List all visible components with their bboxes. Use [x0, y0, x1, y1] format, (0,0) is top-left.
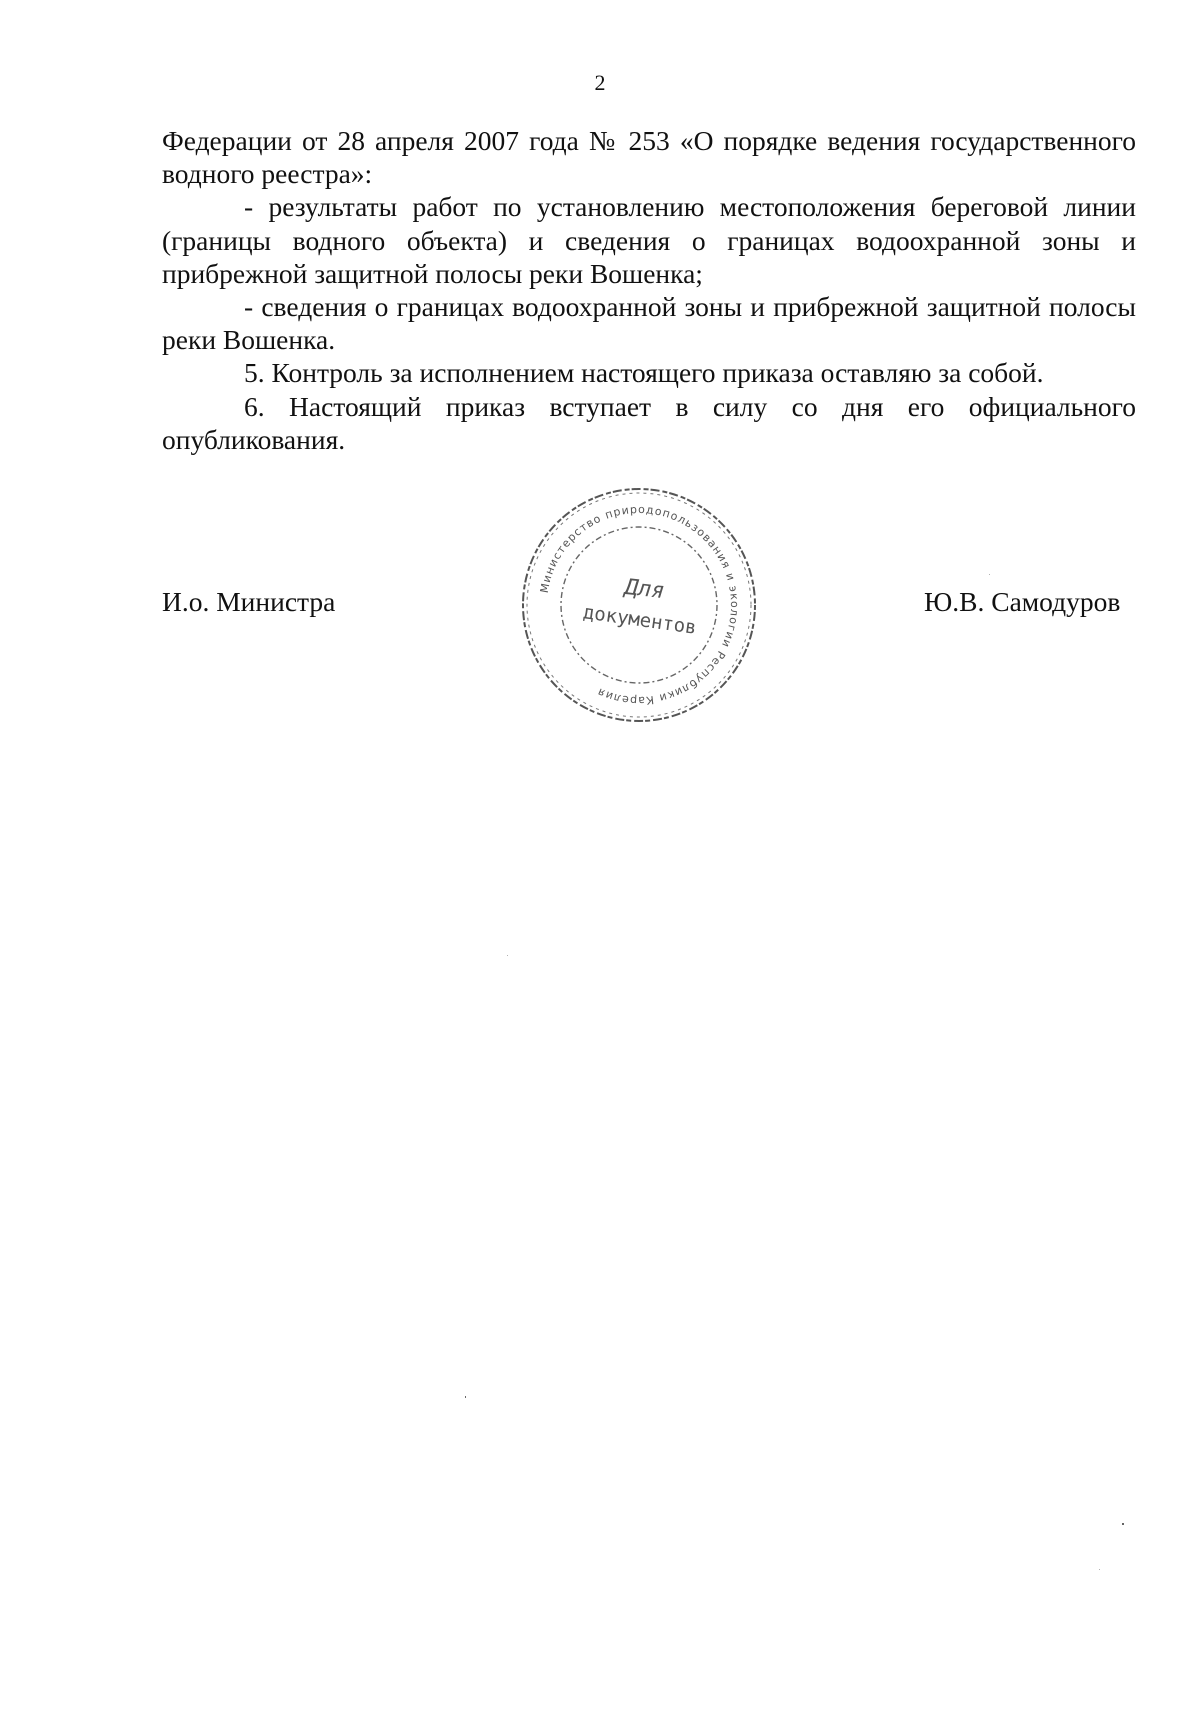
seal-graphic: [520, 486, 758, 724]
official-seal-stamp: [520, 486, 758, 724]
scan-speck: [465, 1396, 466, 1398]
paragraph-continuation: Федерации от 28 апреля 2007 года № 253 «О порядке ведения государственного водного реестра»:: [162, 125, 1136, 190]
document-body: [162, 124, 1136, 456]
scan-speck: [1099, 1569, 1100, 1570]
paragraph-bullet-boundaries: - сведения о границах водоохранной зоны и прибрежной защитной полосы реки Вошенка.: [162, 291, 1136, 356]
seal-outer-ring: [523, 489, 755, 721]
signature-position: И.о. Министра: [162, 586, 336, 617]
paragraph-bullet-results: - результаты работ по установлению местоположения береговой линии (границы водного объекта) и сведения о границах водоохранной зоны и прибрежной защитной полосы реки Вошенка;: [162, 191, 1136, 289]
scan-speck: [507, 955, 508, 956]
paragraph-item-5: 5. Контроль за исполнением настоящего приказа оставляю за собой.: [244, 357, 1044, 389]
scan-speck: [1122, 1523, 1124, 1525]
scan-speck: [989, 574, 990, 575]
paragraph-item-6: 6. Настоящий приказ вступает в силу со дня его официального опубликования.: [162, 390, 1136, 455]
seal-center-text-2: документов: [581, 601, 699, 639]
seal-ring-text: Министерство природопользования и экологии Республики Карелия: [537, 502, 742, 708]
signatory-name: Ю.В. Самодуров: [924, 586, 1121, 617]
seal-center-text-1: Для: [623, 575, 666, 605]
page-number: 2: [594, 70, 606, 95]
